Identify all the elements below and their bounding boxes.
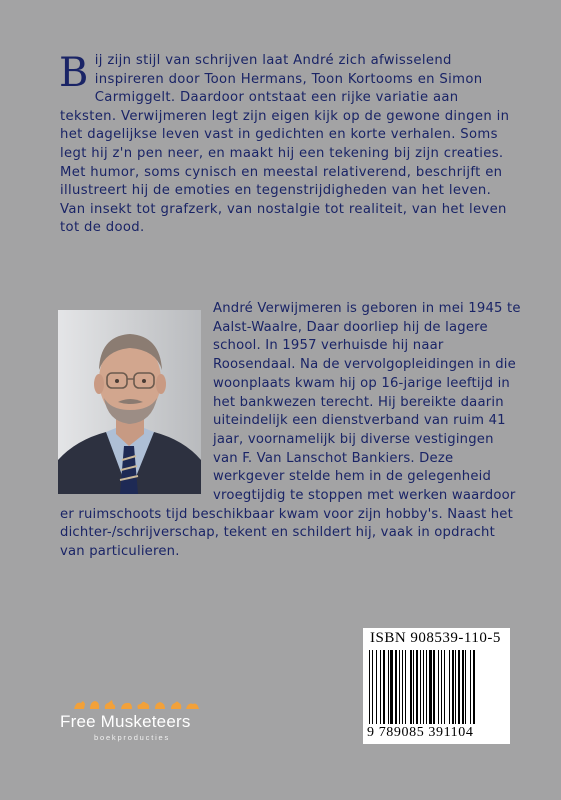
barcode-bar (438, 650, 439, 724)
drop-cap-initial: B (59, 50, 89, 96)
barcode-bar (383, 650, 385, 724)
isbn-label: ISBN 908539-110-5 (370, 630, 501, 646)
barcode-bar (452, 650, 454, 724)
barcode-bar (473, 650, 475, 724)
barcode-bar (455, 650, 456, 724)
barcode-bar (449, 650, 450, 724)
barcode-bar (465, 650, 466, 724)
barcode-bar (444, 650, 445, 724)
publisher-subtitle: boekproducties (94, 733, 171, 742)
barcode-bar (470, 650, 471, 724)
publisher-logo (60, 698, 220, 758)
isbn-barcode (363, 628, 510, 744)
barcode-bar (369, 650, 370, 724)
barcode-bar (395, 650, 397, 724)
animal-silhouettes-icon (72, 698, 212, 712)
barcode-bar (372, 650, 373, 724)
barcode-bar (413, 650, 414, 724)
intro-text: ij zijn stijl van schrijven laat André zich afwisselend inspireren door Toon Hermans, Toon Kortooms en Simon Carmiggelt. Daardoor ontstaat een rijke variatie aan teksten. Verwijmeren legt zijn eigen kijk op de gewone dingen in het dagelijkse leven vast in gedichten en korte verhalen. Soms legt hij z'n pen neer, en maakt hij een tekening bij zijn creaties. Met humor, soms cynisch en meestal relativerend, beschrijft en illustreert hij de emoties en tegenstrijdigheden van het leven. Van insekt tot grafzerk, van nostalgie tot realiteit, van het leven tot de dood. (60, 53, 510, 236)
photo-spacer (60, 300, 213, 490)
intro-paragraph (60, 52, 515, 238)
author-biography (60, 300, 522, 562)
ean-digits: 9 789085 391104 (367, 725, 474, 740)
barcode-bar (376, 650, 377, 724)
barcode-bar (429, 650, 432, 724)
barcode-bars (368, 650, 505, 728)
barcode-bar (462, 650, 464, 724)
barcode-bar (458, 650, 460, 724)
bio-text: André Verwijmeren is geboren in mei 1945 te Aalst-Waalre, Daar doorliep hij de lagere school. In 1957 verhuisde hij naar Roosendaal. Na de vervolgopleidingen in die woonplaats kwam hij op 16-jarige leeftijd in het bankwezen terecht. Hij bereikte daarin uiteindelijk een dienstverband van ruim 41 jaar, voornamelijk bij diverse vestigingen van F. Van Lanschot Bankiers. Deze werkgever stelde hem in de gelegenheid vroegtijdig te stoppen met werken waardoor er ruimschoots tijd beschikbaar kwam voor zijn hobby's. Naast het dichter-/schrijverschap, tekent en schildert hij, vaak in opdracht van particulieren. (60, 301, 521, 560)
barcode-bar (410, 650, 412, 724)
barcode-bar (388, 650, 389, 724)
barcode-bar (433, 650, 435, 724)
barcode-bar (390, 650, 393, 724)
barcode-bar (420, 650, 421, 724)
barcode-bar (426, 650, 427, 724)
barcode-bar (405, 650, 406, 724)
barcode-bar (423, 650, 424, 724)
barcode-bar (441, 650, 442, 724)
barcode-bar (402, 650, 403, 724)
barcode-bar (399, 650, 400, 724)
publisher-name: Free Musketeers (60, 712, 191, 731)
barcode-bar (416, 650, 418, 724)
barcode-bar (380, 650, 381, 724)
